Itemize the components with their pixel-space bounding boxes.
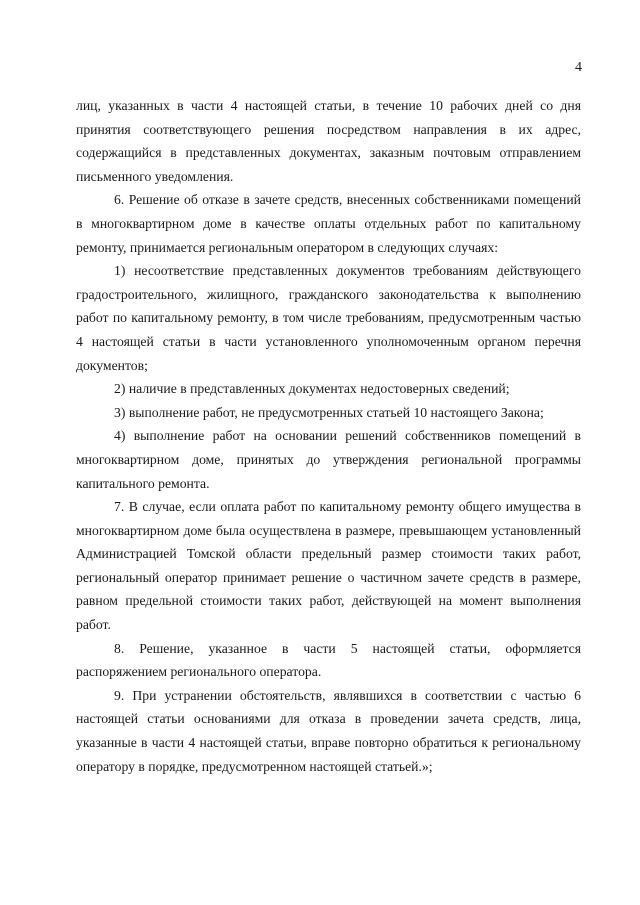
page-number: 4 bbox=[575, 60, 582, 75]
list-item-2: 2) наличие в представленных документах недостоверных сведений; bbox=[114, 381, 510, 397]
paragraph-item-8: 8. Решение, указанное в части 5 настоящей статьи, оформляется распоряжением регионального оператора. bbox=[76, 640, 581, 680]
paragraph-item-6: 6. Решение об отказе в зачете средств, внесенных собственниками помещений в многоквартирном доме в качестве оплаты отдельных работ по капитальному ремонту, принимается региональным оператором в следующих случаях: bbox=[76, 192, 581, 255]
paragraph-item-7: 7. В случае, если оплата работ по капитальному ремонту общего имущества в многоквартирном доме была осуществлена в размере, превышающем установленный Администрацией Томской области предельный размер стоимости таких работ, региональный оператор принимает решение о частичном зачете средств в размере, равном предельной стоимости таких работ, действующей на момент выполнения работ. bbox=[76, 499, 581, 633]
list-item-1: 1) несоответствие представленных документов требованиям действующего градостроительного, жилищного, гражданского законодательства к выполнению работ по капитальному ремонту, в том числе требованиям, предусмотренным частью 4 настоящей статьи в части установленного уполномоченным органом перечня документов; bbox=[76, 263, 581, 373]
document-body bbox=[76, 94, 581, 778]
paragraph-item-9: 9. При устранении обстоятельств, являвшихся в соответствии с частью 6 настоящей статьи основаниями для отказа в проведении зачета средств, лица, указанные в части 4 настоящей статьи, вправе повторно обратиться к региональному оператору в порядке, предусмотренном настоящей статьей.»; bbox=[76, 687, 581, 774]
list-item-3: 3) выполнение работ, не предусмотренных статьей 10 настоящего Закона; bbox=[114, 404, 544, 420]
list-item-4: 4) выполнение работ на основании решений собственников помещений в многоквартирном доме, принятых до утверждения региональной программы капитального ремонта. bbox=[76, 428, 581, 491]
paragraph-continuation: лиц, указанных в части 4 настоящей статьи, в течение 10 рабочих дней со дня принятия соответствующего решения посредством направления в их адрес, содержащийся в представленных документах, заказным почтовым отправлением письменного уведомления. bbox=[76, 98, 581, 184]
